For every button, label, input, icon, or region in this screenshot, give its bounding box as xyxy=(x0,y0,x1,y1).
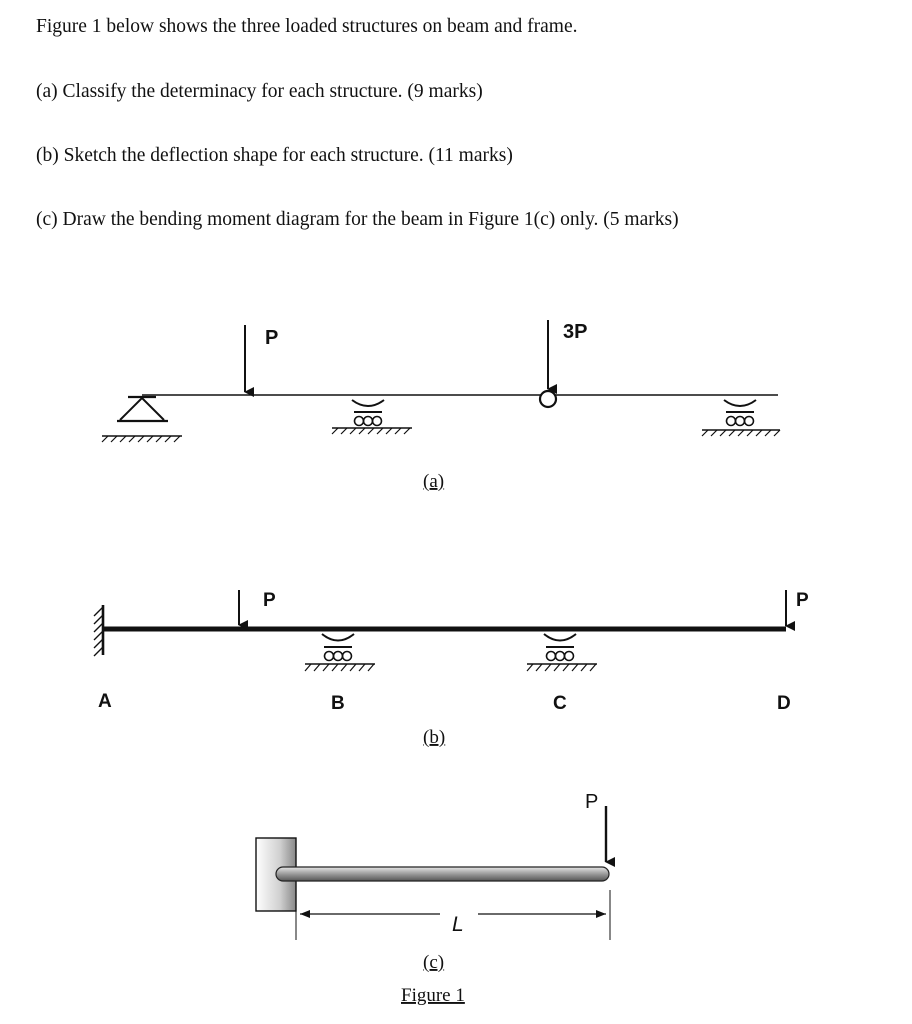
point-label-b: B xyxy=(331,693,345,714)
caption-c: (c) xyxy=(423,952,445,973)
point-label-c: C xyxy=(553,693,567,714)
hinge-icon xyxy=(540,391,556,407)
caption-a: (a) xyxy=(423,471,445,492)
load-label: P xyxy=(585,791,599,813)
figure-b xyxy=(94,590,809,748)
load-label: P xyxy=(796,590,809,611)
roller-support-icon xyxy=(527,634,597,671)
roller-support-icon xyxy=(702,400,780,436)
figure-title: Figure 1 xyxy=(401,985,465,1006)
load-label: P xyxy=(265,327,279,349)
cantilever-beam xyxy=(276,867,609,881)
roller-support-icon xyxy=(332,400,412,434)
roller-support-icon xyxy=(305,634,375,671)
intro-text: Figure 1 below shows the three loaded structures on beam and frame. xyxy=(36,16,578,37)
load-label: 3P xyxy=(563,321,588,343)
point-label-a: A xyxy=(98,691,112,712)
question-part-c: (c) Draw the bending moment diagram for the beam in Figure 1(c) only. (5 marks) xyxy=(36,209,679,230)
question-part-a: (a) Classify the determinacy for each structure. (9 marks) xyxy=(36,81,483,102)
load-label: P xyxy=(263,590,276,611)
figure-a xyxy=(102,320,780,492)
pin-support-icon xyxy=(102,397,182,442)
fixed-support-icon xyxy=(94,605,103,656)
question-part-b: (b) Sketch the deflection shape for each structure. (11 marks) xyxy=(36,145,513,166)
caption-b: (b) xyxy=(423,727,446,748)
figure-c xyxy=(256,791,610,1006)
length-label: L xyxy=(452,913,464,936)
point-label-d: D xyxy=(777,693,791,714)
